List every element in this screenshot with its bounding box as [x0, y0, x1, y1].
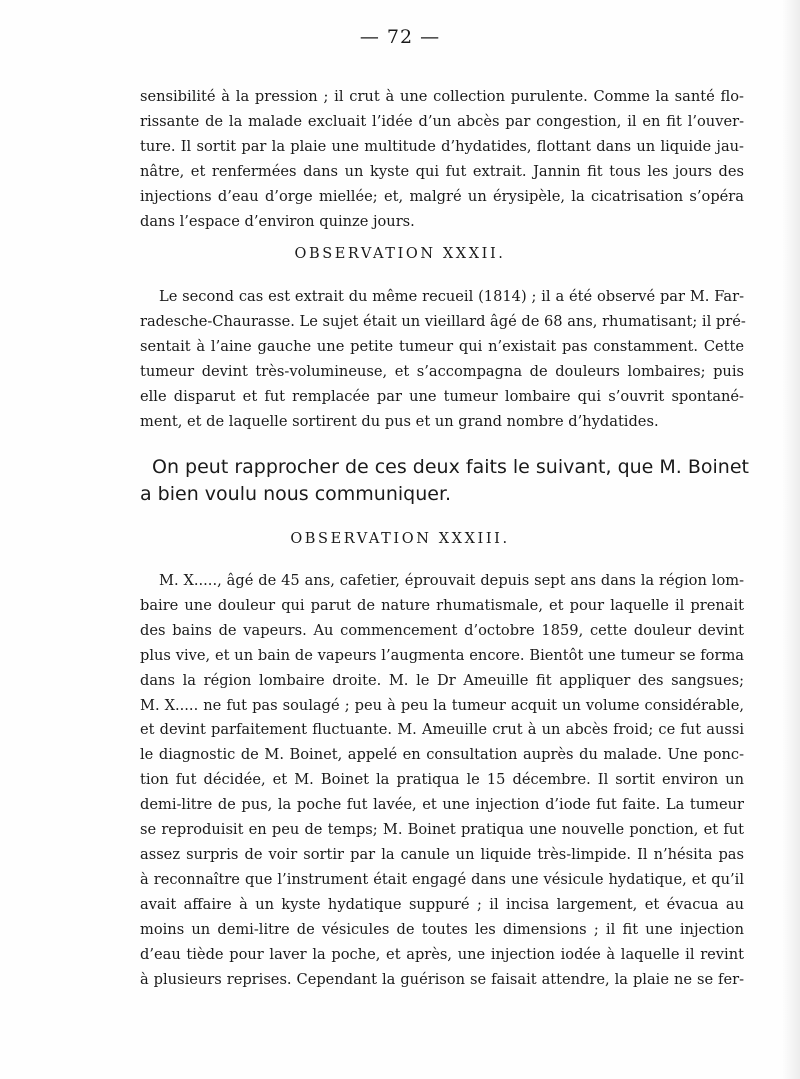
paragraph-observation-xxxiii	[140, 569, 744, 992]
text-line: sensibilité à la pression ; il crut à une collection purulente. Comme la santé flo-	[140, 88, 744, 105]
text-line: tumeur devint très-volumineuse, et s’accompagna de douleurs lombaires; puis	[140, 362, 744, 380]
page-number: — 72 —	[359, 26, 441, 48]
text-line: à plusieurs reprises. Cependant la guérison se faisait attendre, la plaie ne se fer-	[140, 970, 744, 988]
text-line: ture. Il sortit par la plaie une multitude d’hydatides, flottant dans un liquide jau-	[140, 137, 744, 155]
text-line: radesche-Chaurasse. Le sujet était un vieillard âgé de 68 ans, rhumatisant; il pré-	[140, 312, 746, 330]
observation-heading-xxxiii: OBSERVATION XXXIII.	[290, 531, 510, 547]
text-line: d’eau tiède pour laver la poche, et après, une injection iodée à laquelle il revint	[140, 945, 744, 963]
text-line: plus vive, et un bain de vapeurs l’augmenta encore. Bientôt une tumeur se forma	[140, 646, 744, 664]
text-line: moins un demi-litre de vésicules de toutes les dimensions ; il fit une injection	[140, 920, 744, 938]
text-line: M. X....., âgé de 45 ans, cafetier, éprouvait depuis sept ans dans la région lom-	[159, 572, 744, 589]
text-line: se reproduisit en peu de temps; M. Boinet pratiqua une nouvelle ponction, et fut	[140, 821, 744, 839]
text-line: Le second cas est extrait du même recueil (1814) ; il a été observé par M. Far-	[159, 288, 744, 305]
text-line: des bains de vapeurs. Au commencement d’octobre 1859, cette douleur devint	[140, 621, 744, 639]
text-line: assez surpris de voir sortir par la canule un liquide très-limpide. Il n’hésita pas	[140, 845, 744, 863]
observation-heading-xxxii: OBSERVATION XXXII.	[294, 246, 506, 262]
text-line: nâtre, et renfermées dans un kyste qui fut extrait. Jannin fit tous les jours des	[140, 162, 744, 180]
text-line: dans la région lombaire droite. M. le Dr Ameuille fit appliquer des sangsues;	[140, 671, 744, 689]
text-line: rissante de la malade excluait l’idée d’un abcès par congestion, il en fit l’ouver-	[140, 112, 744, 130]
lead-in-paragraph	[140, 454, 749, 508]
text-line: sentait à l’aine gauche une petite tumeur qui n’existait pas constamment. Cette	[140, 337, 744, 355]
text-line: injections d’eau d’orge miellée; et, malgré un érysipèle, la cicatrisation s’opéra	[140, 187, 744, 205]
paragraph-continuation	[140, 85, 744, 234]
text-line: avait affaire à un kyste hydatique suppuré ; il incisa largement, et évacua au	[140, 895, 744, 913]
text-line: baire une douleur qui parut de nature rhumatismale, et pour laquelle il prenait	[140, 596, 744, 614]
text-line: M. X..... ne fut pas soulagé ; peu à peu la tumeur acquit un volume considérable,	[140, 696, 744, 714]
text-line: ment, et de laquelle sortirent du pus et un grand nombre d’hydatides.	[140, 412, 659, 430]
text-line: à reconnaître que l’instrument était engagé dans une vésicule hydatique, et qu’il	[140, 870, 744, 888]
text-line: On peut rapprocher de ces deux faits le suivant, que M. Boinet	[152, 456, 749, 478]
paragraph-observation-xxxii	[140, 285, 744, 434]
text-line: et devint parfaitement fluctuante. M. Ameuille crut à un abcès froid; ce fut aussi	[140, 721, 744, 739]
text-line: a bien voulu nous communiquer.	[140, 483, 452, 505]
text-line: demi-litre de pus, la poche fut lavée, et une injection d’iode fut faite. La tumeur	[140, 796, 744, 814]
text-line: le diagnostic de M. Boinet, appelé en consultation auprès du malade. Une ponc-	[140, 746, 744, 764]
text-line: dans l’espace d’environ quinze jours.	[140, 212, 415, 230]
text-line: tion fut décidée, et M. Boinet la pratiqua le 15 décembre. Il sortit environ un	[140, 771, 744, 789]
text-line: elle disparut et fut remplacée par une tumeur lombaire qui s’ouvrit spontané-	[140, 387, 744, 405]
